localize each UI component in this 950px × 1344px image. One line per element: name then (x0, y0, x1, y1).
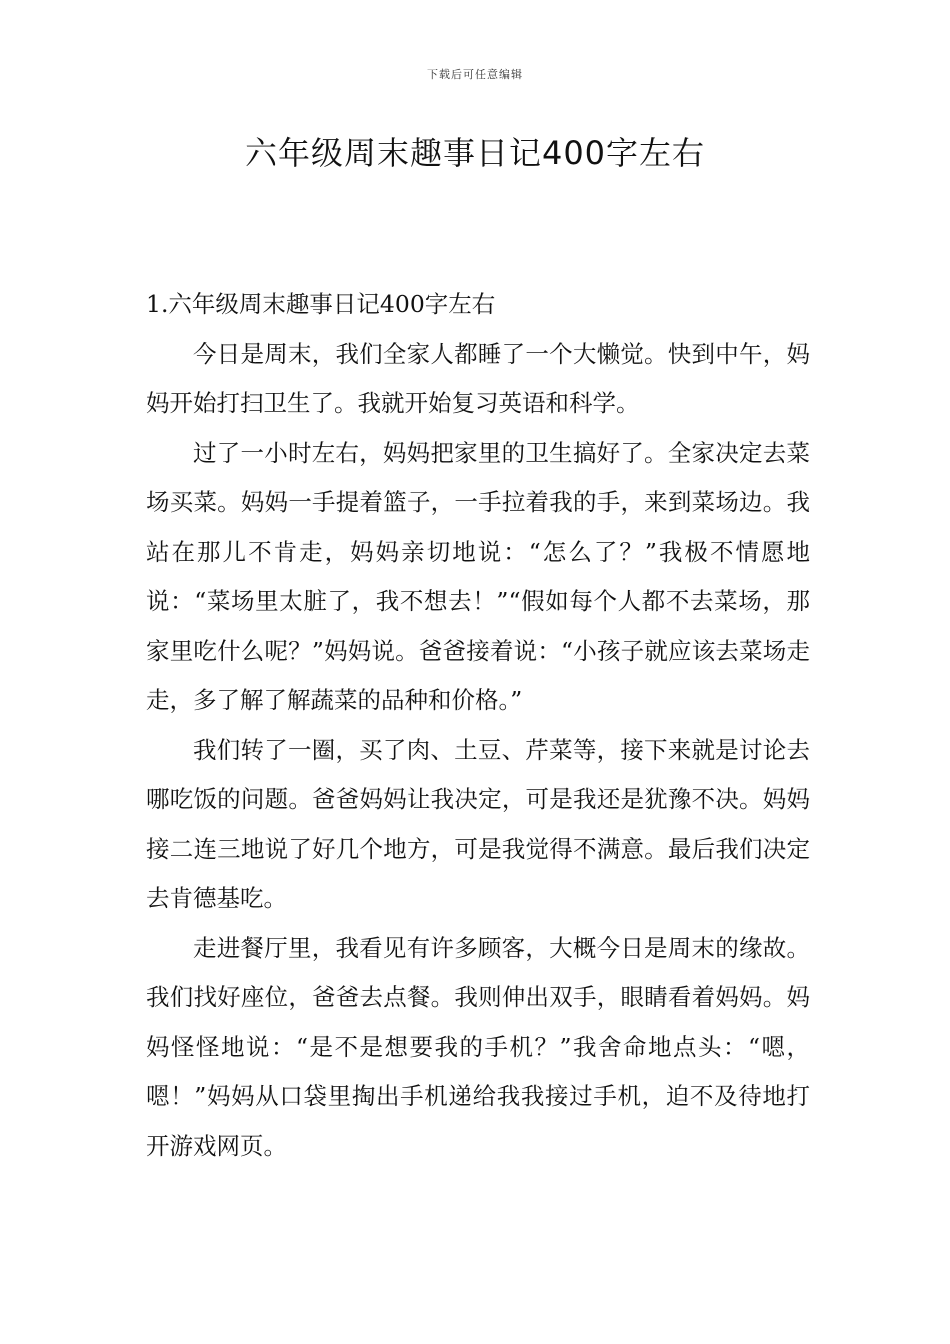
document-body (146, 280, 810, 1171)
paragraph-2: 过了一小时左右，妈妈把家里的卫生搞好了。全家决定去菜场买菜。妈妈一手提着篮子，一手拉着我的手，来到菜场边。我站在那儿不肯走，妈妈亲切地说：“怎么了？”我极不情愿地说：“菜场里太脏了，我不想去！”“假如每个人都不去菜场，那家里吃什么呢？”妈妈说。爸爸接着说：“小孩子就应该去菜场走走，多了解了解蔬菜的品种和价格。” (146, 438, 810, 714)
paragraph-4: 走进餐厅里，我看见有许多顾客，大概今日是周末的缘故。我们找好座位，爸爸去点餐。我则伸出双手，眼睛看着妈妈。妈妈怪怪地说：“是不是想要我的手机？”我舍命地点头：“嗯，嗯！”妈妈从口袋里掏出手机递给我我接过手机，迫不及待地打开游戏网页。 (146, 933, 810, 1160)
section-heading: 1.六年级周末趣事日记400字左右 (146, 290, 496, 318)
paragraph-3: 我们转了一圈，买了肉、土豆、芹菜等，接下来就是讨论去哪吃饭的问题。爸爸妈妈让我决定，可是我还是犹豫不决。妈妈接二连三地说了好几个地方，可是我觉得不满意。最后我们决定去肯德基吃。 (146, 735, 810, 912)
paragraph-1: 今日是周末，我们全家人都睡了一个大懒觉。快到中午，妈妈开始打扫卫生了。我就开始复习英语和科学。 (146, 339, 810, 417)
header-note: 下载后可任意编辑 (427, 68, 523, 81)
document-title: 六年级周末趣事日记400字左右 (244, 134, 706, 172)
